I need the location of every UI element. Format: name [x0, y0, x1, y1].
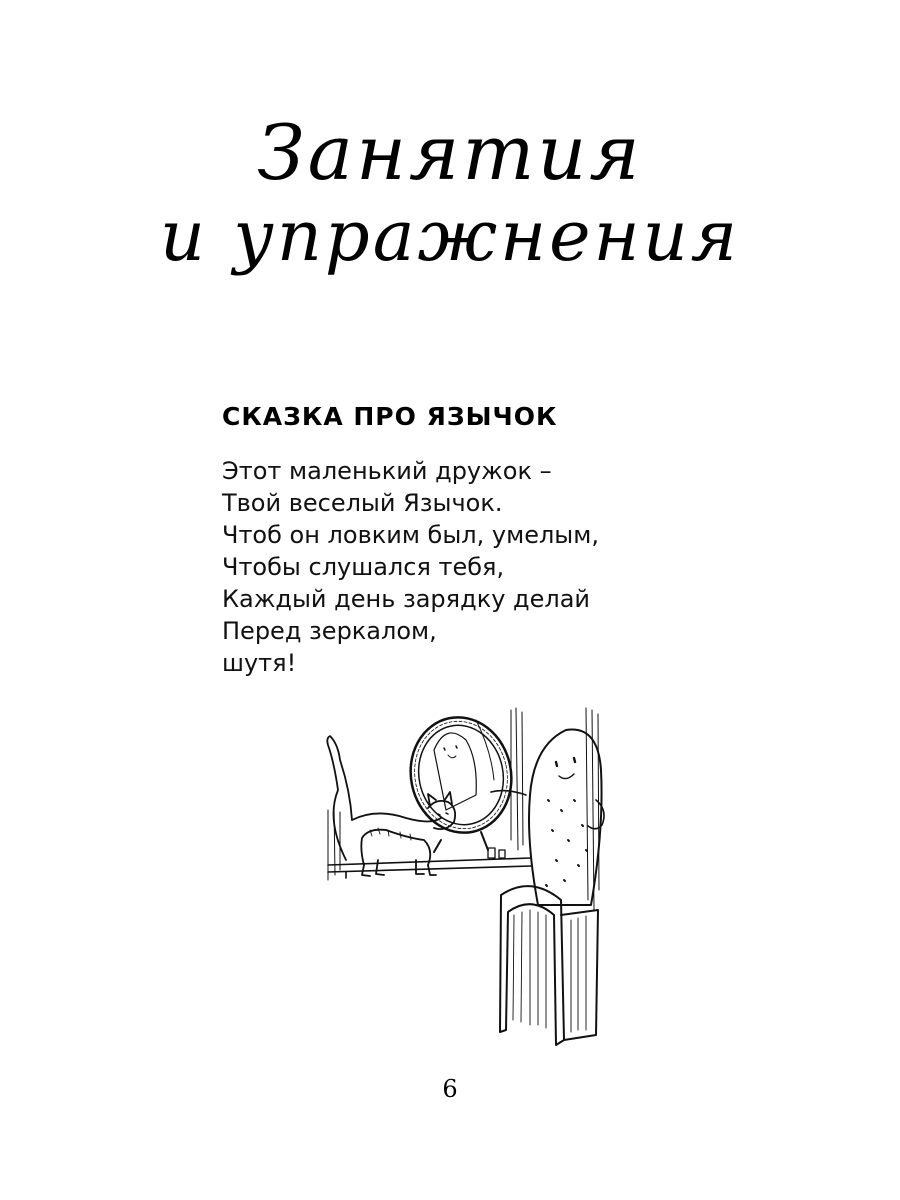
poem-line: шутя!: [222, 649, 297, 677]
page-number: 6: [442, 1075, 458, 1103]
chapter-title-line-2: и упражнения: [159, 195, 741, 277]
illustration: [316, 700, 606, 1060]
poem-line: Этот маленький дружок –: [222, 457, 552, 485]
poem: [222, 455, 599, 679]
poem-line: Каждый день зарядку делай: [222, 585, 591, 613]
poem-line: Чтобы слушался тебя,: [222, 553, 505, 581]
chapter-title-line-1: Занятия: [257, 108, 643, 197]
poem-line: Чтоб он ловким был, умелым,: [222, 521, 599, 549]
mirror: [400, 708, 522, 852]
jars: [488, 848, 505, 858]
poem-line: Перед зеркалом,: [222, 617, 437, 645]
section-heading: СКАЗКА ПРО ЯЗЫЧОК: [222, 402, 558, 431]
chair: [500, 886, 598, 1045]
poem-line: Твой веселый Язычок.: [222, 489, 503, 517]
